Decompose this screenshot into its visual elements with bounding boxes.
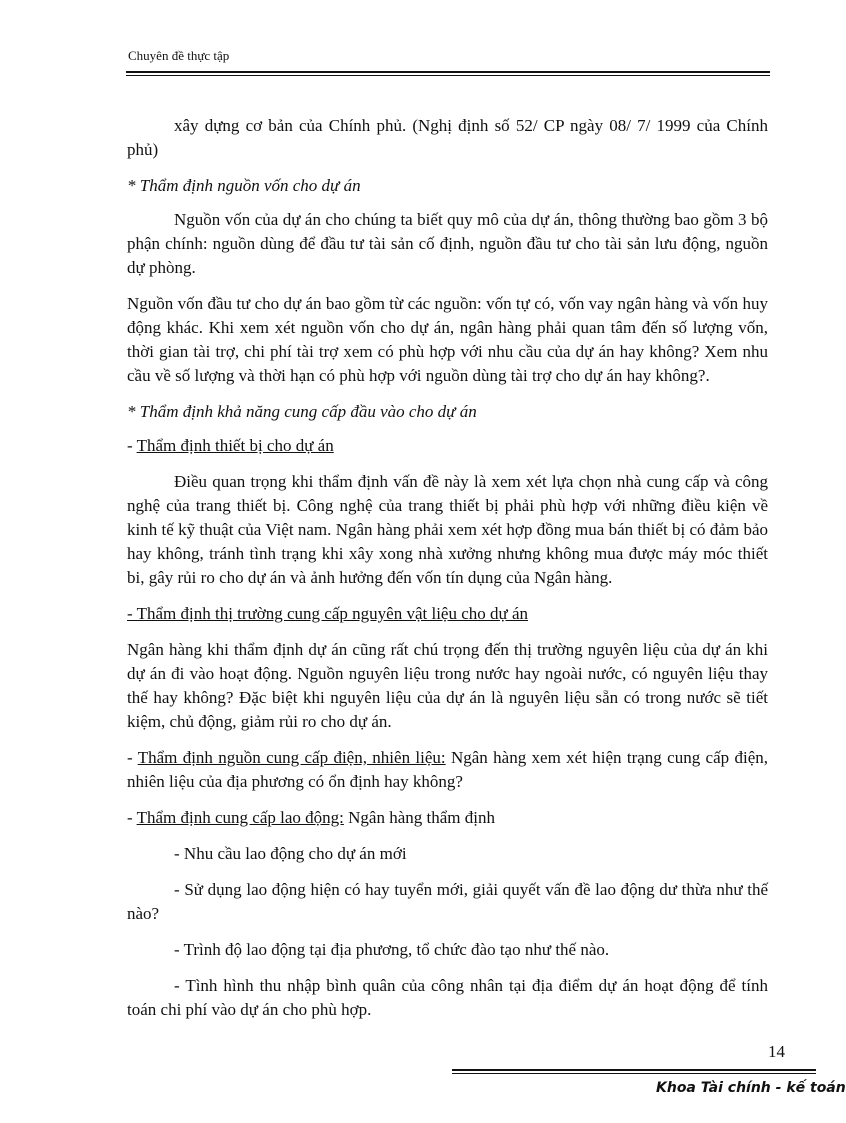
header-divider-thin — [126, 75, 770, 76]
footer-divider — [452, 1069, 816, 1071]
subsection-title: Thẩm định thiết bị cho dự án — [136, 436, 334, 455]
list-item: - Nhu cầu lao động cho dự án mới — [174, 844, 407, 863]
list-item: - Tình hình thu nhập bình quân của công nhân tại địa điểm dự án hoạt động để tính toán chi phí vào dự án cho phù hợp. — [127, 976, 768, 1019]
footer-department: Khoa Tài chính - kế toán — [656, 1080, 846, 1096]
list-item: - Trình độ lao động tại địa phương, tổ chức đào tạo như thế nào. — [174, 940, 610, 959]
paragraph — [127, 746, 768, 794]
header-title: Chuyên đề thực tập — [128, 48, 230, 63]
subsection-heading: - Thẩm định thị trường cung cấp nguyên vật liệu cho dự án — [127, 604, 529, 623]
paragraph: Nguồn vốn của dự án cho chúng ta biết quy mô của dự án, thông thường bao gồm 3 bộ phận chính: nguồn dùng để đầu tư tài sản cố định, nguồn đầu tư cho tài sản lưu động, nguồn dự phòng. — [127, 210, 768, 277]
subsection-title: Thẩm định nguồn cung cấp điện, nhiên liệu: — [137, 748, 446, 767]
subsection-text: Ngân hàng thẩm định — [343, 808, 495, 827]
list-item: - Sử dụng lao động hiện có hay tuyển mới, giải quyết vấn đề lao động dư thừa như thế nào? — [127, 880, 768, 923]
document-body — [127, 114, 768, 1034]
subsection-text: Ngân hàng xem xét hiện trạng cung cấp điện, nhiên liệu của địa phương có ổn định hay không? — [127, 748, 769, 791]
paragraph: xây dựng cơ bản của Chính phủ. (Nghị định số 52/ CP ngày 08/ 7/ 1999 của Chính phủ) — [127, 116, 768, 159]
dash: - — [127, 808, 137, 827]
section-heading: * Thẩm định nguồn vốn cho dự án — [127, 176, 361, 195]
dash: - — [127, 748, 138, 767]
header-divider — [126, 71, 770, 73]
paragraph: Nguồn vốn đầu tư cho dự án bao gồm từ các nguồn: vốn tự có, vốn vay ngân hàng và vốn huy động khác. Khi xem xét nguồn vốn cho dự án, ngân hàng phải quan tâm đến số lượng vốn, thời gian tài trợ, chi phí tài trợ xem có phù hợp với nhu cầu của dự án hay không? Xem nhu cầu về số lượng và thời hạn có phù hợp với nguồn dùng tài trợ cho dự án hay không?. — [127, 294, 768, 385]
page-number: 14 — [768, 1042, 785, 1061]
paragraph: Ngân hàng khi thẩm định dự án cũng rất chú trọng đến thị trường nguyên liệu của dự án khi dự án đi vào hoạt động. Nguồn nguyên liệu trong nước hay ngoài nước, có nguyên liệu thay thế hay không? Đặc biệt khi nguyên liệu của dự án là nguyên liệu sẵn có trong nước sẽ tiết kiệm, chủ động, giảm rủi ro cho dự án. — [127, 640, 768, 731]
subsection-title: Thẩm định cung cấp lao động: — [136, 808, 344, 827]
dash: - — [127, 436, 137, 455]
footer-divider-thin — [452, 1073, 816, 1074]
paragraph: Điều quan trọng khi thẩm định vấn đề này là xem xét lựa chọn nhà cung cấp và công nghệ của trang thiết bị. Công nghệ của trang thiết bị phải phù hợp với những điều kiện về kinh tế kỹ thuật của Việt nam. Ngân hàng phải xem xét hợp đồng mua bán thiết bị có đảm bảo hay không, tránh tình trạng khi xây xong nhà xưởng nhưng không mua được máy móc thiết bi, gây rủi ro cho dự án và ảnh hưởng đến vốn tín dụng của Ngân hàng. — [127, 472, 768, 587]
section-heading: * Thẩm định khả năng cung cấp đầu vào cho dự án — [127, 402, 477, 421]
subsection-heading — [127, 434, 768, 458]
paragraph — [127, 806, 768, 830]
